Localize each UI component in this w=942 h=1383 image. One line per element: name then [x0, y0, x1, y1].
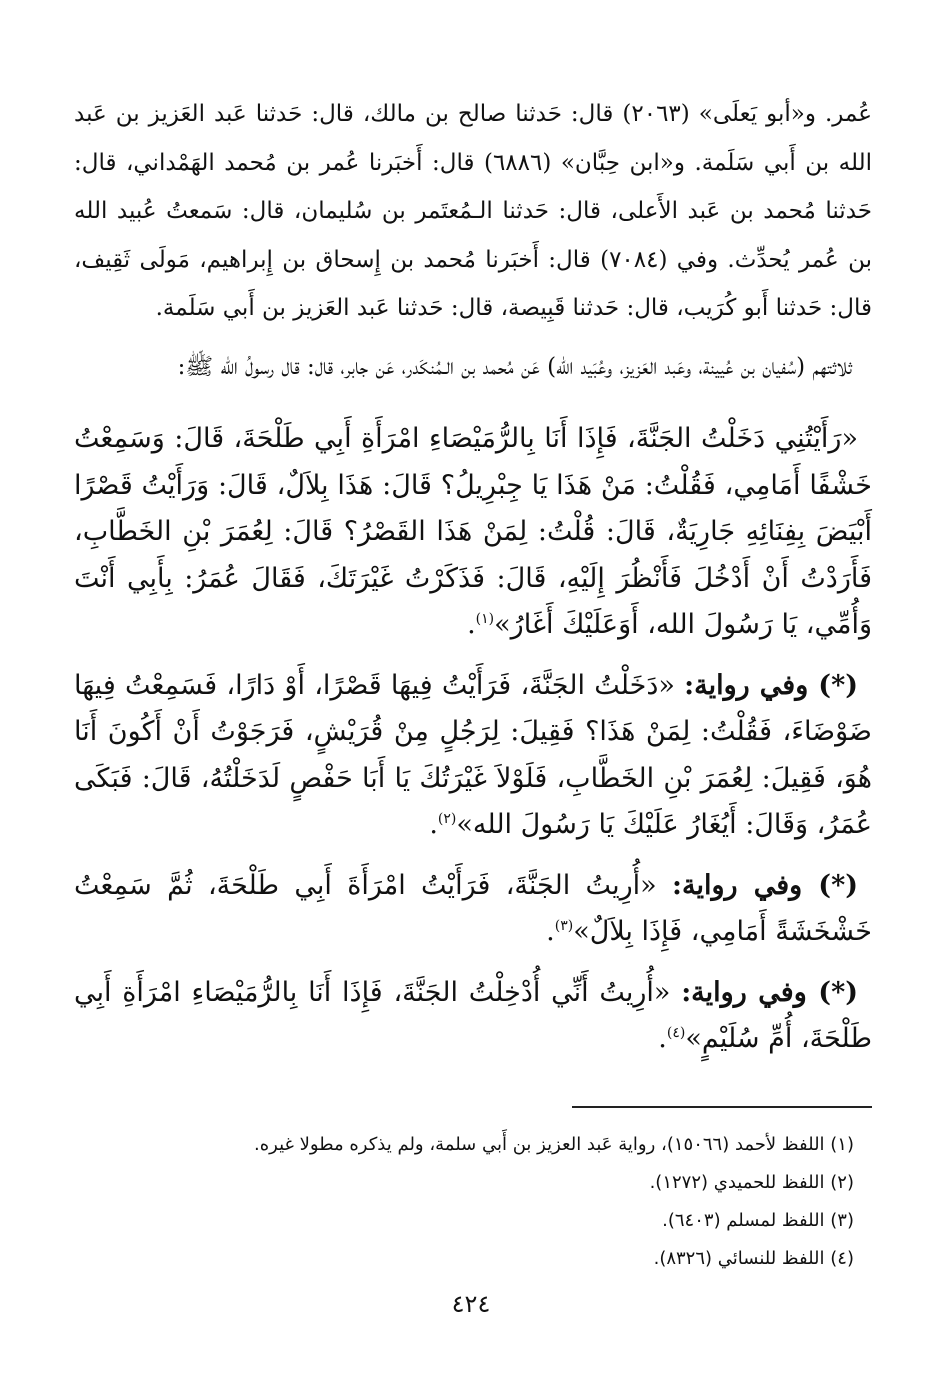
riwaya-text: «دَخَلْتُ الجَنَّةَ، فَرَأَيْتُ فِيهَا قَصْرًا، أَوْ دَارًا، فَسَمِعْتُ فِيهَا ضَوْضَاءَ، فَقُلْتُ: لِمَنْ هَذَا؟ فَقِيلَ: لِرَجُلٍ مِنْ قُرَيْشٍ، فَرَجَوْتُ أَنْ أَكُونَ أَنَا هُوَ، فَقِيلَ: لِعُمَرَ بْنِ الخَطَّابِ، فَلَوْلاَ غَيْرَتُكَ يَا أَبَا حَفْصٍ لَدَخَلْتُهُ، قَالَ: فَبَكَى عُمَرُ، وَقَالَ: أَيُغَارُ عَلَيْكَ يَا رَسُولَ الله» [74, 669, 872, 840]
riwaya-paragraph: (*) وفي رواية: «دَخَلْتُ الجَنَّةَ، فَرَأَيْتُ فِيهَا قَصْرًا، أَوْ دَارًا، فَسَمِعْتُ فِيهَا ضَوْضَاءَ، فَقُلْتُ: لِمَنْ هَذَا؟ فَقِيلَ: لِرَجُلٍ مِنْ قُرَيْشٍ، فَرَجَوْتُ أَنْ أَكُونَ أَنَا هُوَ، فَقِيلَ: لِعُمَرَ بْنِ الخَطَّابِ، فَلَوْلاَ غَيْرَتُكَ يَا أَبَا حَفْصٍ لَدَخَلْتُهُ، قَالَ: فَبَكَى عُمَرُ، وَقَالَ: أَيُغَارُ عَلَيْكَ يَا رَسُولَ الله»$^{(٢)}$. [74, 669, 872, 840]
isnad-line: عُمر يُحدِّث. وفي (٧٠٨٤) قال: أَخبَرنا مُحمد بن إِسحاق بن إِبراهيم، مَولَى ثَقِيف، قال: [74, 246, 872, 321]
hadith-main-text: «رَأَيْتُنِي دَخَلْتُ الجَنَّةَ، فَإِذَا أَنَا بِالرُّمَيْصَاءِ امْرَأَةِ أَبِي طَلْحَةَ، قَالَ: وَسَمِعْتُ خَشْفًا أَمَامِي، فَقُلْتُ: مَنْ هَذَا يَا جِبْرِيلُ؟ قَالَ: هَذَا بِلاَلٌ، قَالَ: وَرَأَيْتُ قَصْرًا أَبْيَضَ بِفِنَائِهِ جَارِيَةٌ، قَالَ: قُلْتُ: لِمَنْ هَذَا القَصْرُ؟ قَالَ: لِعُمَرَ بْنِ الخَطَّابِ، فَأَرَدْتُ أَنْ أَدْخُلَ فَأَنْظُرَ إِلَيْهِ، قَالَ: فَذَكَرْتُ غَيْرَتَكَ، فَقَالَ عُمَرُ: بِأَبِي أَنْتَ وَأُمِّي، يَا رَسُولَ الله، أَوَعَلَيْكَ أَغَارُ»$^{(١)}$. [74, 423, 872, 640]
hadith-block [74, 416, 872, 1077]
riwaya-text: «أُرِيتُ الجَنَّةَ، فَرَأَيْتُ امْرَأَةَ أَبِي طَلْحَةَ، ثُمَّ سَمِعْتُ خَشْخَشَةً أَمَامِي، فَإِذَا بِلاَلٌ» [74, 869, 872, 947]
isnad-line: حَدثنا أَبو كُرَيب، قال: حَدثنا قَبِيصة، قال: حَدثنا عَبد العَزيز بن أَبي سَلَمة. [155, 295, 823, 321]
isnad-line: عَبد الله بن أَبي سَلَمة. و«ابن حِبَّان» (٦٨٨٦) قال: أَخبَرنا عُمر بن مُحمد الهَمْداني، قال: [74, 101, 872, 176]
footnote: (٤) اللفظ للنسائي (٨٣٢٦). [653, 1248, 854, 1269]
isnad-block [74, 90, 872, 401]
footnotes [74, 1126, 872, 1278]
footnote-marker: (٢) [437, 811, 457, 827]
riwaya-paragraph: (*) وفي رواية: «أُرِيتُ الجَنَّةَ، فَرَأَيْتُ امْرَأَةَ أَبِي طَلْحَةَ، ثُمَّ سَمِعْتُ خَشْخَشَةً أَمَامِي، فَإِذَا بِلاَلٌ»$^{(٣)}$. [74, 869, 872, 947]
isnad-summary: ثلاثتهم (سُفيان بن عُيينة، وعَبد العَزيز، وعُبَيد الله) عَن مُحمد بن الـمُنكَدر، عَن جابر، قال: قال رسولُ الله ﷺ: [177, 353, 852, 380]
riwaya-text: «أُرِيتُ أَنِّي أُدْخِلْتُ الجَنَّةَ، فَإِذَا أَنَا بِالرُّمَيْصَاءِ امْرَأَةِ أَبِي طَلْحَةَ، أُمِّ سُلَيْمٍ» [74, 976, 872, 1054]
riwaya-prefix: (*) وفي رواية: [672, 869, 858, 901]
riwaya-paragraph: (*) وفي رواية: «أُرِيتُ أَنِّي أُدْخِلْتُ الجَنَّةَ، فَإِذَا أَنَا بِالرُّمَيْصَاءِ امْرَأَةِ أَبِي طَلْحَةَ، أُمِّ سُلَيْمٍ»$^{(٤)}$. [74, 976, 872, 1054]
footnote: (١) اللفظ لأحمد (١٥٠٦٦)، رواية عَبد العزيز بن أَبي سلمة، ولم يذكره مطولا غيره. [254, 1134, 854, 1155]
isnad-paragraph [74, 90, 872, 333]
page-number: ٤٢٤ [451, 1290, 491, 1318]
isnad-line: عُمر. و«أبو يَعلَى» (٢٠٦٣) قال: حَدثنا صالح بن مالك، قال: حَدثنا عَبد العَزيز بن [115, 101, 873, 127]
footnote: (٢) اللفظ للحميدي (١٢٧٢). [649, 1172, 854, 1193]
isnad-line: حَدثنا مُحمد بن عَبد الأَعلى، قال: حَدثنا الـمُعتَمر بن سُليمان، قال: سَمعتُ عُبيد الله بن [74, 198, 872, 273]
footnote-marker: (٤) [666, 1025, 686, 1041]
footnote-divider [572, 1106, 872, 1108]
footnote-marker: (٣) [554, 918, 574, 934]
footnote: (٣) اللفظ لمسلم (٦٤٠٣). [662, 1210, 854, 1231]
riwaya-prefix: (*) وفي رواية: [684, 669, 858, 701]
hadith-main-body: «رَأَيْتُنِي دَخَلْتُ الجَنَّةَ، فَإِذَا أَنَا بِالرُّمَيْصَاءِ امْرَأَةِ أَبِي طَلْحَةَ، قَالَ: وَسَمِعْتُ خَشْفًا أَمَامِي، فَقُلْتُ: مَنْ هَذَا يَا جِبْرِيلُ؟ قَالَ: هَذَا بِلاَلٌ، قَالَ: وَرَأَيْتُ قَصْرًا أَبْيَضَ بِفِنَائِهِ جَارِيَةٌ، قَالَ: قُلْتُ: لِمَنْ هَذَا القَصْرُ؟ قَالَ: لِعُمَرَ بْنِ الخَطَّابِ، فَأَرَدْتُ أَنْ أَدْخُلَ فَأَنْظُرَ إِلَيْهِ، قَالَ: فَذَكَرْتُ غَيْرَتَكَ، فَقَالَ عُمَرُ: بِأَبِي أَنْتَ وَأُمِّي، يَا رَسُولَ الله، أَوَعَلَيْكَ أَغَارُ» [74, 423, 872, 640]
footnote-marker: (١) [475, 611, 495, 627]
riwaya-prefix: (*) وفي رواية: [681, 976, 858, 1008]
